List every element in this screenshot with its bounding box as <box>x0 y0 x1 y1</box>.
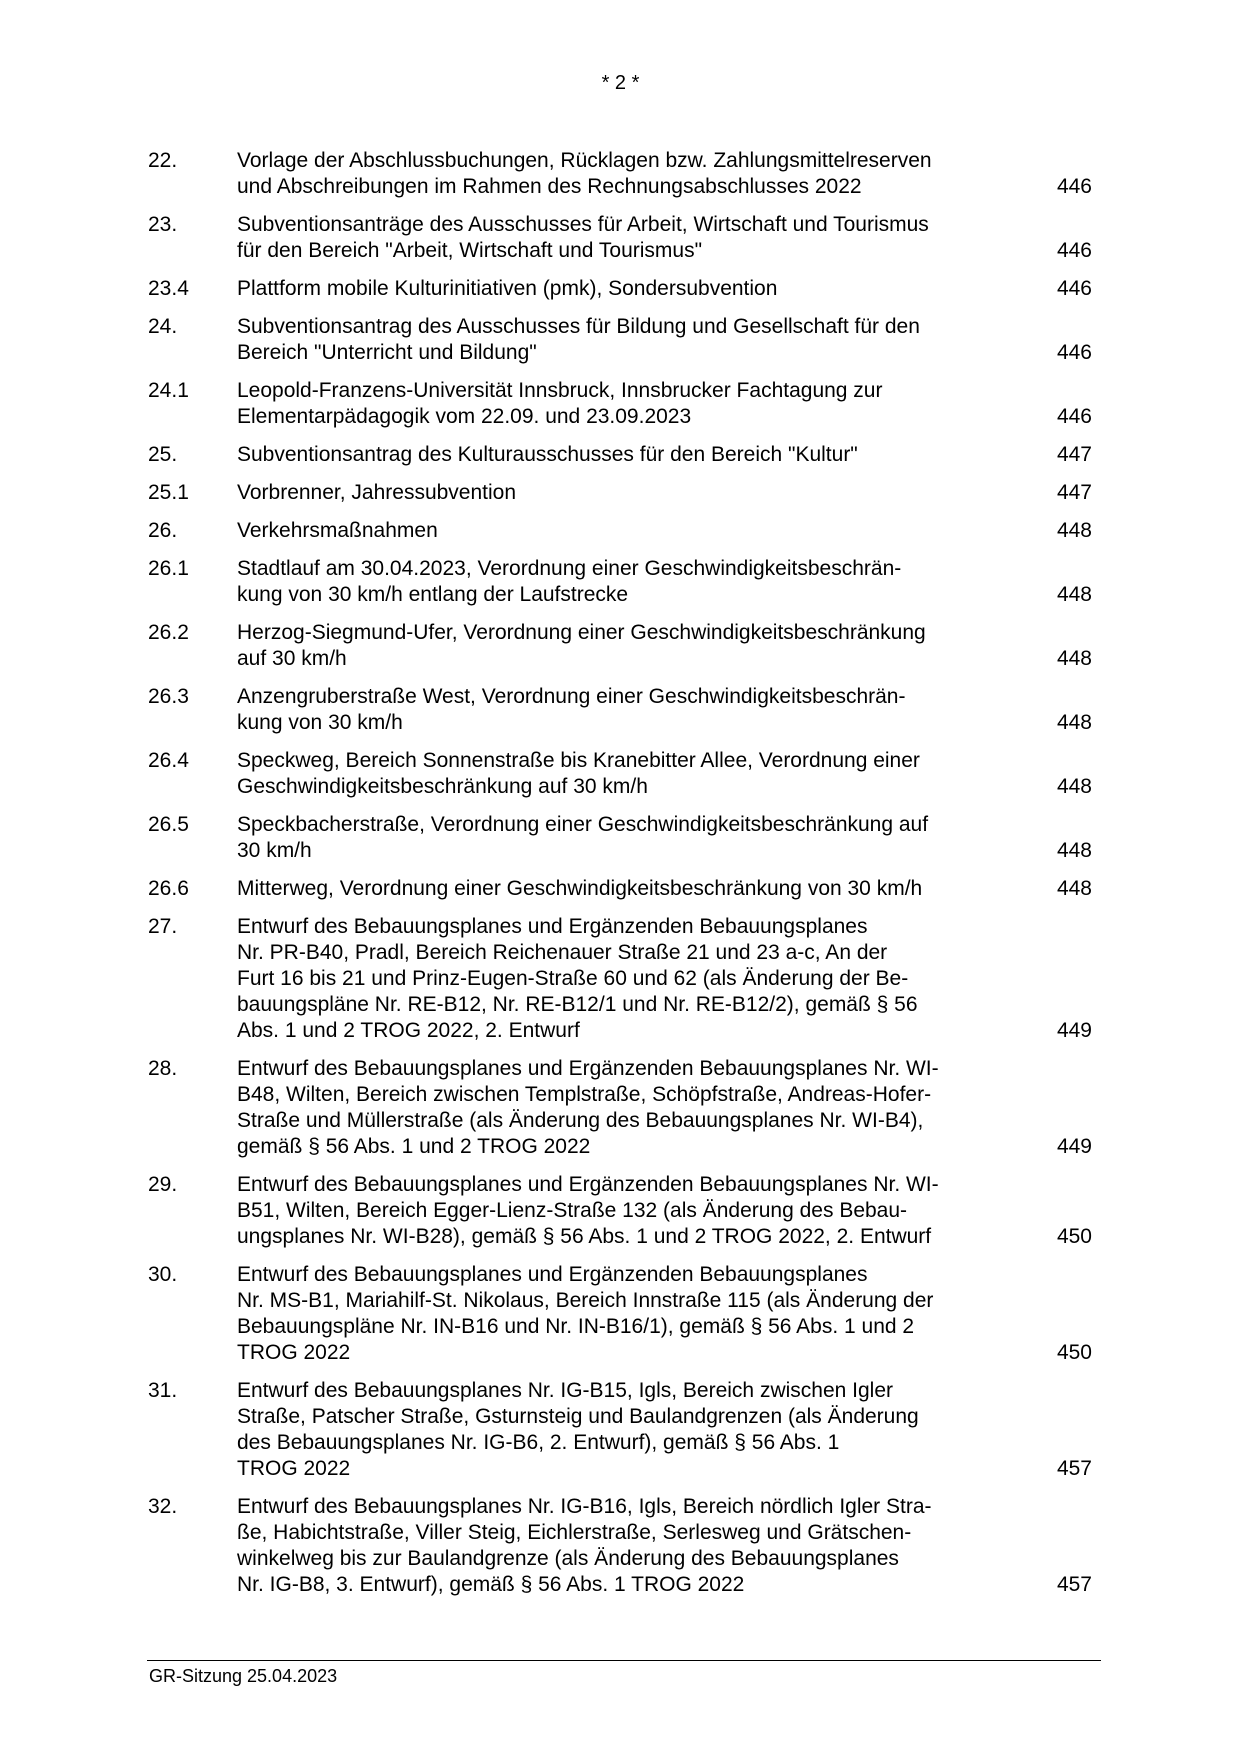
toc-entry-line: für den Bereich "Arbeit, Wirtschaft und Tourismus" <box>237 239 703 262</box>
toc-entry <box>148 1262 1092 1366</box>
toc-entry-title <box>237 914 1017 1044</box>
toc-entry-number: 29. <box>148 1173 178 1196</box>
toc-entry-line: Subventionsanträge des Ausschusses für Arbeit, Wirtschaft und Tourismus <box>237 213 929 236</box>
toc-entry-page: 448 <box>1056 519 1092 542</box>
toc-entry-page: 448 <box>1056 647 1092 670</box>
toc-entry <box>148 812 1092 864</box>
toc-entry-number: 28. <box>148 1057 178 1080</box>
toc-entry-title <box>237 314 1017 366</box>
toc-entry-line: Vorbrenner, Jahressubvention <box>237 481 517 504</box>
toc-entry-number: 26.4 <box>148 749 189 772</box>
toc-entry-title <box>237 378 1017 430</box>
toc-entry-line: Entwurf des Bebauungsplanes und Ergänzenden Bebauungsplanes Nr. WI- <box>237 1057 939 1080</box>
toc-entry-line: Nr. PR-B40, Pradl, Bereich Reichenauer Straße 21 und 23 a-c, An der <box>237 941 888 964</box>
toc-entry-number: 25.1 <box>148 481 189 504</box>
toc-entry-title <box>237 684 1017 736</box>
toc-entry-line: des Bebauungsplanes Nr. IG-B6, 2. Entwurf), gemäß § 56 Abs. 1 <box>237 1431 840 1454</box>
toc-entry-line: Bereich "Unterricht und Bildung" <box>237 341 537 364</box>
toc-entry <box>148 684 1092 736</box>
toc-entry-line: Elementarpädagogik vom 22.09. und 23.09.2023 <box>237 405 692 428</box>
toc-entry <box>148 1056 1092 1160</box>
toc-entry-line: Entwurf des Bebauungsplanes und Ergänzenden Bebauungsplanes <box>237 915 868 938</box>
toc-entry-page: 446 <box>1056 341 1092 364</box>
toc-entry-line: Abs. 1 und 2 TROG 2022, 2. Entwurf <box>237 1019 580 1042</box>
toc-entry <box>148 148 1092 200</box>
toc-entry-line: Straße, Patscher Straße, Gsturnsteig und Baulandgrenzen (als Änderung <box>237 1405 919 1428</box>
toc-entry-title <box>237 1378 1017 1482</box>
toc-entry-line: 30 km/h <box>237 839 312 862</box>
toc-entry-page: 449 <box>1056 1019 1092 1042</box>
toc-entry-line: Entwurf des Bebauungsplanes Nr. IG-B16, Igls, Bereich nördlich Igler Stra- <box>237 1495 932 1518</box>
toc-entry-title <box>237 1056 1017 1160</box>
toc-entry-number: 24.1 <box>148 379 189 402</box>
toc-entry <box>148 876 1092 902</box>
toc-entry-line: Speckbacherstraße, Verordnung einer Geschwindigkeitsbeschränkung auf <box>237 813 929 836</box>
toc-entry-line: Leopold-Franzens-Universität Innsbruck, Innsbrucker Fachtagung zur <box>237 379 883 402</box>
toc-entry-line: B48, Wilten, Bereich zwischen Templstraße, Schöpfstraße, Andreas-Hofer- <box>237 1083 932 1106</box>
toc-entry-title <box>237 518 1017 544</box>
toc-entry-page: 448 <box>1056 839 1092 862</box>
toc-entry-line: Subventionsantrag des Kulturausschusses für den Bereich "Kultur" <box>237 443 858 466</box>
toc-entry-number: 31. <box>148 1379 178 1402</box>
toc-entry-title <box>237 480 1017 506</box>
toc-entry-number: 30. <box>148 1263 178 1286</box>
toc-entry-line: Nr. MS-B1, Mariahilf-St. Nikolaus, Bereich Innstraße 115 (als Änderung der <box>237 1289 934 1312</box>
toc-entry-line: Subventionsantrag des Ausschusses für Bildung und Gesellschaft für den <box>237 315 920 338</box>
toc-entry-number: 23.4 <box>148 277 189 300</box>
toc-entry-title <box>237 1262 1017 1366</box>
toc-entry <box>148 1378 1092 1482</box>
toc-entry-line: Mitterweg, Verordnung einer Geschwindigkeitsbeschränkung von 30 km/h <box>237 877 923 900</box>
toc-entry-line: Geschwindigkeitsbeschränkung auf 30 km/h <box>237 775 648 798</box>
toc-entry <box>148 480 1092 506</box>
toc-entry-title <box>237 620 1017 672</box>
toc-entry-title <box>237 442 1017 468</box>
toc-entry <box>148 378 1092 430</box>
toc-entry-number: 26. <box>148 519 178 542</box>
toc-entry-line: Herzog-Siegmund-Ufer, Verordnung einer Geschwindigkeitsbeschränkung <box>237 621 926 644</box>
toc-entry-title <box>237 1172 1017 1250</box>
toc-entry-line: TROG 2022 <box>237 1457 351 1480</box>
footer-session-date: GR-Sitzung 25.04.2023 <box>149 1666 338 1686</box>
toc-entry-line: B51, Wilten, Bereich Egger-Lienz-Straße 132 (als Änderung des Bebau- <box>237 1199 908 1222</box>
toc-entry <box>148 620 1092 672</box>
toc-entry-line: Anzengruberstraße West, Verordnung einer Geschwindigkeitsbeschrän- <box>237 685 906 708</box>
toc-entry-number: 32. <box>148 1495 178 1518</box>
toc-entry-page: 448 <box>1056 711 1092 734</box>
toc-entry <box>148 442 1092 468</box>
toc-entry-page: 447 <box>1056 481 1092 504</box>
toc-entry-line: TROG 2022 <box>237 1341 351 1364</box>
toc-entry-title <box>237 876 1017 902</box>
toc-entry-number: 25. <box>148 443 178 466</box>
toc-entry-line: Bebauungspläne Nr. IN-B16 und Nr. IN-B16/1), gemäß § 56 Abs. 1 und 2 <box>237 1315 915 1338</box>
toc-entry-number: 26.5 <box>148 813 189 836</box>
toc-entry-line: Vorlage der Abschlussbuchungen, Rücklagen bzw. Zahlungsmittelreserven <box>237 149 932 172</box>
toc-entry-title <box>237 276 1017 302</box>
toc-entry-line: ße, Habichtstraße, Viller Steig, Eichlerstraße, Serlesweg und Grätschen- <box>237 1521 912 1544</box>
toc-entry-line: gemäß § 56 Abs. 1 und 2 TROG 2022 <box>237 1135 591 1158</box>
toc-entry-line: kung von 30 km/h entlang der Laufstrecke <box>237 583 629 606</box>
toc-entry <box>148 212 1092 264</box>
toc-entry-page: 447 <box>1056 443 1092 466</box>
toc-entry-number: 26.3 <box>148 685 189 708</box>
toc-entry-page: 449 <box>1056 1135 1092 1158</box>
toc-entry-line: Verkehrsmaßnahmen <box>237 519 438 542</box>
toc-entry-number: 26.1 <box>148 557 189 580</box>
toc-entry-number: 24. <box>148 315 178 338</box>
toc-entry-page: 446 <box>1056 277 1092 300</box>
toc-entry-title <box>237 212 1017 264</box>
toc-entry-title <box>237 1494 1017 1598</box>
toc-entry <box>148 556 1092 608</box>
toc-entry-line: bauungspläne Nr. RE-B12, Nr. RE-B12/1 und Nr. RE-B12/2), gemäß § 56 <box>237 993 918 1016</box>
table-of-contents <box>148 148 1092 1610</box>
toc-entry-page: 450 <box>1056 1225 1092 1248</box>
toc-entry-page: 446 <box>1056 175 1092 198</box>
toc-entry <box>148 314 1092 366</box>
toc-entry-page: 457 <box>1056 1573 1092 1596</box>
toc-entry-line: Entwurf des Bebauungsplanes und Ergänzenden Bebauungsplanes <box>237 1263 868 1286</box>
toc-entry-line: und Abschreibungen im Rahmen des Rechnungsabschlusses 2022 <box>237 175 862 198</box>
toc-entry-number: 26.2 <box>148 621 189 644</box>
toc-entry-number: 26.6 <box>148 877 189 900</box>
toc-entry-line: Entwurf des Bebauungsplanes Nr. IG-B15, Igls, Bereich zwischen Igler <box>237 1379 894 1402</box>
toc-entry-page: 457 <box>1056 1457 1092 1480</box>
toc-entry <box>148 1494 1092 1598</box>
toc-entry-number: 27. <box>148 915 178 938</box>
toc-entry-line: kung von 30 km/h <box>237 711 403 734</box>
toc-entry <box>148 518 1092 544</box>
toc-entry-page: 446 <box>1056 239 1092 262</box>
toc-entry-page: 448 <box>1056 877 1092 900</box>
toc-entry <box>148 914 1092 1044</box>
toc-entry-title <box>237 812 1017 864</box>
toc-entry-line: Stadtlauf am 30.04.2023, Verordnung einer Geschwindigkeitsbeschrän- <box>237 557 902 580</box>
toc-entry-number: 22. <box>148 149 178 172</box>
toc-entry-title <box>237 556 1017 608</box>
toc-entry-line: Entwurf des Bebauungsplanes und Ergänzenden Bebauungsplanes Nr. WI- <box>237 1173 939 1196</box>
toc-entry-line: Nr. IG-B8, 3. Entwurf), gemäß § 56 Abs. 1 TROG 2022 <box>237 1573 745 1596</box>
toc-entry-page: 448 <box>1056 775 1092 798</box>
toc-entry <box>148 1172 1092 1250</box>
toc-entry-page: 446 <box>1056 405 1092 428</box>
footer-divider <box>147 1660 1101 1661</box>
toc-entry-line: Speckweg, Bereich Sonnenstraße bis Kranebitter Allee, Verordnung einer <box>237 749 920 772</box>
toc-entry-line: auf 30 km/h <box>237 647 347 670</box>
toc-entry-line: Straße und Müllerstraße (als Änderung des Bebauungsplanes Nr. WI-B4), <box>237 1109 924 1132</box>
toc-entry <box>148 748 1092 800</box>
toc-entry-page: 450 <box>1056 1341 1092 1364</box>
page-number: * 2 * <box>601 72 640 94</box>
toc-entry-line: Plattform mobile Kulturinitiativen (pmk), Sondersubvention <box>237 277 778 300</box>
toc-entry-title <box>237 748 1017 800</box>
toc-entry-line: winkelweg bis zur Baulandgrenze (als Änderung des Bebauungsplanes <box>237 1547 899 1570</box>
toc-entry-line: Furt 16 bis 21 und Prinz-Eugen-Straße 60 und 62 (als Änderung der Be- <box>237 967 909 990</box>
toc-entry-number: 23. <box>148 213 178 236</box>
toc-entry <box>148 276 1092 302</box>
toc-entry-page: 448 <box>1056 583 1092 606</box>
toc-entry-line: ungsplanes Nr. WI-B28), gemäß § 56 Abs. 1 und 2 TROG 2022, 2. Entwurf <box>237 1225 932 1248</box>
toc-entry-title <box>237 148 1017 200</box>
